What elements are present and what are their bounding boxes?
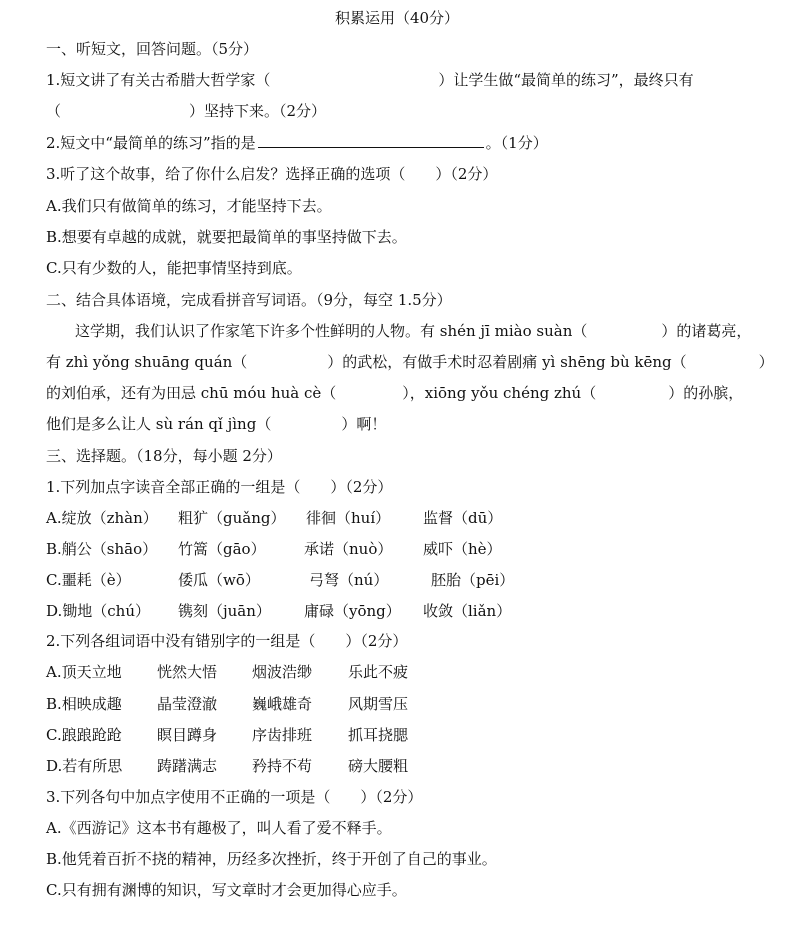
section2-para-line2 xyxy=(46,352,774,372)
p1-text-b: ）的诸葛亮， xyxy=(661,322,752,340)
p3-text-a: 的刘伯承，还有为田忌 chū móu huà cè（ xyxy=(46,384,337,402)
q2-row-c-item4: 抓耳挠腮 xyxy=(348,726,409,744)
q1-text-c: （ xyxy=(46,102,62,120)
q2-row-d-item1: D.若有所思 xyxy=(46,757,123,775)
q1-text-b: ）让学生做“最简单的练习”，最终只有 xyxy=(438,71,694,89)
section3-q3: 3.下列各句中加点字使用不正确的一项是（ ）（2分） xyxy=(46,788,423,806)
section1-q3-option-b: B.想要有卓越的成就，就要把最简单的事坚持做下去。 xyxy=(46,228,407,246)
q2-row-b-item4: 风期雪压 xyxy=(348,695,409,713)
section3-q3-option-b: B.他凭着百折不挠的精神，历经多次挫折，终于开创了自己的事业。 xyxy=(46,850,497,868)
p1-text-a: 这学期，我们认识了作家笔下许多个性鲜明的人物。有 shén jī miào suàn（ xyxy=(75,322,588,340)
q1-row-d-item3: 庸碌（yōng） xyxy=(304,602,401,620)
p4-text-b: ）啊！ xyxy=(341,415,387,433)
q2-row-a-item2: 恍然大悟 xyxy=(157,663,218,681)
section3-q2: 2.下列各组词语中没有错别字的一组是（ ）（2分） xyxy=(46,632,408,650)
page-title: 积累运用（40分） xyxy=(334,9,460,27)
section2-para-line3 xyxy=(46,383,743,403)
q1-row-b-item2: 竹篙（gāo） xyxy=(178,540,266,558)
q2-text-b: 。（1分） xyxy=(485,134,548,152)
q1-text-d: ）坚持下来。（2分） xyxy=(189,102,327,120)
q1-row-d-item4: 收敛（liǎn） xyxy=(423,602,512,620)
section1-heading: 一、听短文，回答问题。（5分） xyxy=(46,40,259,58)
q1-row-c-item4: 胚胎（pēi） xyxy=(431,571,515,589)
q1-row-a-item1: A.绽放（zhàn） xyxy=(46,509,158,527)
q2-row-a-item4: 乐此不疲 xyxy=(348,663,409,681)
q2-row-d-item3: 矜持不苟 xyxy=(252,757,313,775)
q2-row-b-item1: B.相映成趣 xyxy=(46,695,122,713)
q1-row-d-item2: 镌刻（juān） xyxy=(178,602,271,620)
q1-row-a-item2: 粗犷（guǎng） xyxy=(178,509,286,527)
q1-row-b-item1: B.艄公（shāo） xyxy=(46,540,158,558)
q1-row-c-item2: 倭瓜（wō） xyxy=(178,571,260,589)
q1-row-a-item4: 监督（dū） xyxy=(423,509,503,527)
section1-q3-option-c: C.只有少数的人，能把事情坚持到底。 xyxy=(46,259,302,277)
section3-heading: 三、选择题。（18分，每小题 2分） xyxy=(46,447,282,465)
q2-row-b-item2: 晶莹澄澈 xyxy=(157,695,218,713)
q1-row-b-item3: 承诺（nuò） xyxy=(304,540,393,558)
q2-row-c-item2: 瞑目蹲身 xyxy=(157,726,218,744)
q1-text-a: 1.短文讲了有关古希腊大哲学家（ xyxy=(46,71,271,89)
q2-row-d-item2: 踌躇满志 xyxy=(157,757,218,775)
p4-text-a: 他们是多么让人 sù rán qǐ jìng（ xyxy=(46,415,272,433)
section1-q1-line2 xyxy=(46,101,326,121)
p3-text-b: ），xiōng yǒu chéng zhú（ xyxy=(402,384,597,402)
q2-row-b-item3: 巍峨雄奇 xyxy=(252,695,313,713)
q2-text-a: 2.短文中“最简单的练习”指的是 xyxy=(46,134,256,152)
q2-row-c-item3: 序齿排班 xyxy=(252,726,313,744)
q1-row-c-item3: 弓弩（nú） xyxy=(309,571,389,589)
section1-q3: 3.听了这个故事，给了你什么启发？选择正确的选项（ ）（2分） xyxy=(46,165,498,183)
q1-row-d-item1: D.锄地（chú） xyxy=(46,602,150,620)
section3-q3-option-c: C.只有拥有渊博的知识，写文章时才会更加得心应手。 xyxy=(46,881,407,899)
q2-row-d-item4: 磅大腰粗 xyxy=(348,757,409,775)
section1-q1-line1 xyxy=(46,70,694,90)
section2-para-line1 xyxy=(75,321,751,341)
section3-q3-option-a: A.《西游记》这本书有趣极了，叫人看了爱不释手。 xyxy=(46,819,392,837)
q2-row-a-item3: 烟波浩缈 xyxy=(252,663,313,681)
section3-q1: 1.下列加点字读音全部正确的一组是（ ）（2分） xyxy=(46,478,393,496)
p2-text-c: ） xyxy=(758,353,774,371)
q2-row-c-item1: C.踉踉跄跄 xyxy=(46,726,122,744)
p3-text-c: ）的孙膑， xyxy=(668,384,744,402)
q1-row-b-item4: 威吓（hè） xyxy=(423,540,502,558)
section1-q3-option-a: A.我们只有做简单的练习，才能坚持下去。 xyxy=(46,197,332,215)
q2-row-a-item1: A.顶天立地 xyxy=(46,663,122,681)
p2-text-a: 有 zhì yǒng shuāng quán（ xyxy=(46,353,248,371)
section2-heading: 二、结合具体语境，完成看拼音写词语。（9分，每空 1.5分） xyxy=(46,291,452,309)
p2-text-b: ）的武松，有做手术时忍着剧痛 yì shēng bù kēng（ xyxy=(327,353,687,371)
q1-row-a-item3: 徘徊（huí） xyxy=(306,509,391,527)
q2-underline-blank[interactable] xyxy=(258,133,484,148)
q1-row-c-item1: C.噩耗（è） xyxy=(46,571,131,589)
section2-para-line4 xyxy=(46,414,386,434)
section1-q2 xyxy=(46,133,548,153)
